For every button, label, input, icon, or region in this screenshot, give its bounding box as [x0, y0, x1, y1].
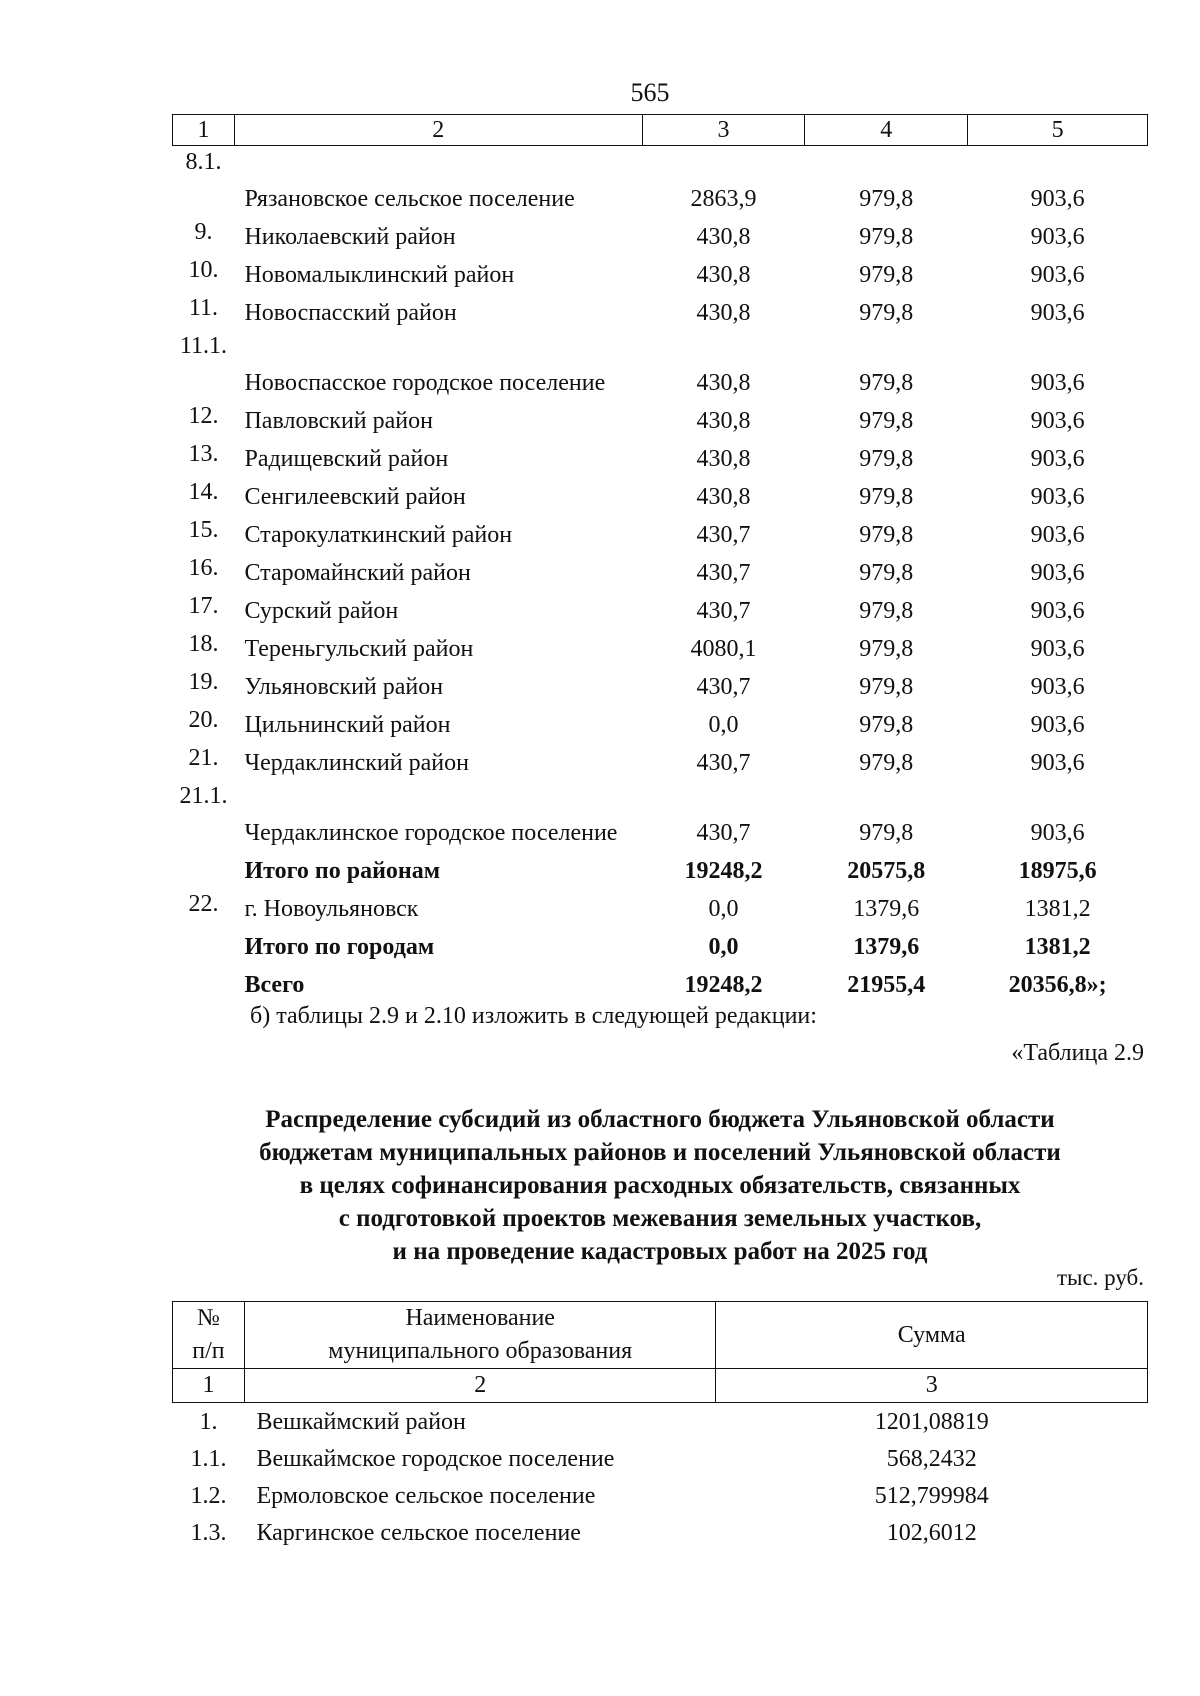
- table-row: [173, 292, 1148, 330]
- table-row: [173, 1403, 1148, 1441]
- table-row: [173, 590, 1148, 628]
- row-value-col4: 979,8: [859, 446, 914, 472]
- table-row: [173, 216, 1148, 254]
- heading-line: с подготовкой проектов межевания земельных участков,: [338, 1205, 982, 1232]
- row-name: Итого по районам: [244, 858, 441, 884]
- row-value-col4: 979,8: [859, 522, 914, 548]
- row-number: [173, 926, 235, 964]
- table-2-8-continuation: [172, 114, 1148, 1002]
- column-index: 2: [244, 1369, 716, 1403]
- row-name: Ермоловское сельское поселение: [256, 1482, 596, 1509]
- table-header-row: [173, 115, 1148, 146]
- header-line: Наименование: [405, 1305, 555, 1331]
- row-value-col4: 979,8: [859, 750, 914, 776]
- column-header-number: [173, 1302, 245, 1369]
- table-row: [173, 438, 1148, 476]
- row-value-col4: 979,8: [859, 484, 914, 510]
- row-name: Павловский район: [244, 408, 433, 434]
- row-name: Николаевский район: [244, 224, 456, 250]
- row-sum: 512,799984: [874, 1482, 989, 1509]
- column-header: 3: [642, 115, 805, 146]
- row-name: Рязановское сельское поселение: [244, 186, 575, 212]
- row-value-col3: 430,7: [696, 750, 751, 776]
- header-line: №: [197, 1305, 220, 1331]
- row-value-col4: 979,8: [859, 598, 914, 624]
- row-number: 8.1.: [185, 149, 222, 175]
- row-number: 19.: [188, 669, 219, 695]
- row-value-col4: 21955,4: [847, 972, 926, 998]
- row-number: 10.: [188, 257, 219, 283]
- column-header: 4: [805, 115, 968, 146]
- column-header-name: [244, 1302, 716, 1369]
- table-row: [173, 888, 1148, 926]
- row-number: 17.: [188, 593, 219, 619]
- row-value-col5: 903,6: [1030, 522, 1085, 548]
- row-name: Сурский район: [244, 598, 399, 624]
- row-number: 22.: [188, 891, 219, 917]
- row-value-col5: 903,6: [1030, 820, 1085, 846]
- row-value-col5: 903,6: [1030, 408, 1085, 434]
- row-value-col3: 430,7: [696, 820, 751, 846]
- table-index-row: [173, 1369, 1148, 1403]
- row-number: 18.: [188, 631, 219, 657]
- row-value-col5: 903,6: [1030, 636, 1085, 662]
- row-value-col5: 20356,8»;: [1008, 972, 1107, 998]
- row-value-col3: 0,0: [708, 712, 739, 738]
- row-value-col5: 903,6: [1030, 750, 1085, 776]
- row-value-col3: 430,8: [696, 300, 751, 326]
- subtotal-row-cities: [173, 926, 1148, 964]
- row-value-col3: 430,8: [696, 484, 751, 510]
- table-header-row: [173, 1302, 1148, 1369]
- row-sum: 102,6012: [886, 1519, 977, 1546]
- row-value-col4: 979,8: [859, 300, 914, 326]
- row-value-col4: 979,8: [859, 186, 914, 212]
- row-number: 16.: [188, 555, 219, 581]
- row-value-col4: 979,8: [859, 820, 914, 846]
- row-number: 11.1.: [179, 333, 228, 359]
- row-value-col5: 1381,2: [1024, 934, 1091, 960]
- subtotal-row-districts: [173, 850, 1148, 888]
- total-row: [173, 964, 1148, 1002]
- table-row: [173, 514, 1148, 552]
- row-value-col3: 430,8: [696, 224, 751, 250]
- row-number: 1.: [199, 1408, 218, 1435]
- row-name: Ульяновский район: [244, 674, 444, 700]
- row-value-col3: 430,8: [696, 262, 751, 288]
- row-name: Радищевский район: [244, 446, 449, 472]
- row-name: Новоспасский район: [244, 300, 457, 326]
- row-value-col3: 430,7: [696, 560, 751, 586]
- row-value-col4: 979,8: [859, 560, 914, 586]
- table-row: [173, 400, 1148, 438]
- row-name: Итого по городам: [244, 934, 435, 960]
- row-name: Каргинское сельское поселение: [256, 1519, 581, 1546]
- row-number: 1.1.: [190, 1445, 227, 1472]
- row-number: 1.3.: [190, 1519, 227, 1546]
- row-value-col5: 903,6: [1030, 300, 1085, 326]
- table-row: [173, 628, 1148, 666]
- row-name: Новоспасское городское поселение: [244, 370, 606, 396]
- table-row: [173, 742, 1148, 780]
- column-header: 1: [173, 115, 235, 146]
- row-value-col3: 0,0: [708, 934, 739, 960]
- header-line: п/п: [192, 1338, 225, 1364]
- heading-line: Распределение субсидий из областного бюджета Ульяновской области: [265, 1106, 1055, 1133]
- table-row: [173, 780, 1148, 850]
- column-index: 1: [173, 1369, 245, 1403]
- row-name: Сенгилеевский район: [244, 484, 466, 510]
- table-row: [173, 1440, 1148, 1477]
- row-number: 12.: [188, 403, 219, 429]
- row-name: Старомайнский район: [244, 560, 471, 586]
- row-value-col3: 19248,2: [684, 858, 763, 884]
- row-number: 21.1.: [179, 783, 228, 809]
- row-value-col5: 903,6: [1030, 560, 1085, 586]
- row-value-col3: 2863,9: [690, 186, 757, 212]
- row-sum: 568,2432: [886, 1445, 977, 1472]
- table-row: [173, 330, 1148, 400]
- row-number: 14.: [188, 479, 219, 505]
- row-number: 15.: [188, 517, 219, 543]
- row-value-col3: 0,0: [708, 896, 739, 922]
- table-2-9: [172, 1301, 1148, 1551]
- row-number: 11.: [188, 295, 219, 321]
- row-number: [173, 850, 235, 888]
- row-value-col5: 903,6: [1030, 446, 1085, 472]
- row-value-col4: 979,8: [859, 674, 914, 700]
- row-name: Тереньгульский район: [244, 636, 474, 662]
- row-value-col5: 903,6: [1030, 186, 1085, 212]
- row-number: 20.: [188, 707, 219, 733]
- row-value-col4: 979,8: [859, 370, 914, 396]
- units-label: тыс. руб.: [1056, 1265, 1144, 1290]
- row-number: 1.2.: [190, 1482, 227, 1509]
- column-header-sum: Сумма: [716, 1302, 1148, 1369]
- row-value-col4: 20575,8: [847, 858, 926, 884]
- row-name: Чердаклинское городское поселение: [244, 820, 618, 846]
- row-value-col4: 979,8: [859, 224, 914, 250]
- row-name: Новомалыклинский район: [244, 262, 515, 288]
- row-number: [173, 964, 235, 1002]
- table-row: [173, 1514, 1148, 1551]
- row-number: 13.: [188, 441, 219, 467]
- row-value-col4: 1379,6: [853, 896, 920, 922]
- row-value-col4: 979,8: [859, 408, 914, 434]
- row-value-col5: 903,6: [1030, 598, 1085, 624]
- row-value-col5: 903,6: [1030, 262, 1085, 288]
- column-header: 2: [234, 115, 642, 146]
- row-value-col3: 430,7: [696, 598, 751, 624]
- heading-line: в целях софинансирования расходных обязательств, связанных: [299, 1172, 1021, 1199]
- row-value-col3: 430,8: [696, 446, 751, 472]
- table-label: «Таблица 2.9: [1011, 1040, 1144, 1066]
- row-number: 21.: [188, 745, 219, 771]
- heading-line: бюджетам муниципальных районов и поселений Ульяновской области: [259, 1139, 1061, 1166]
- row-value-col3: 430,8: [696, 408, 751, 434]
- row-name: г. Новоульяновск: [244, 896, 419, 922]
- heading-line: и на проведение кадастровых работ на 2025 год: [392, 1238, 928, 1265]
- row-value-col4: 979,8: [859, 636, 914, 662]
- row-value-col3: 19248,2: [684, 972, 763, 998]
- column-index: 3: [716, 1369, 1148, 1403]
- table-row: [173, 254, 1148, 292]
- amendment-text: б) таблицы 2.9 и 2.10 изложить в следующей редакции:: [250, 1003, 817, 1029]
- row-value-col5: 903,6: [1030, 224, 1085, 250]
- row-value-col5: 903,6: [1030, 484, 1085, 510]
- row-number: 9.: [194, 219, 213, 245]
- header-line: муниципального образования: [328, 1338, 633, 1364]
- column-header: 5: [968, 115, 1148, 146]
- row-value-col3: 430,7: [696, 522, 751, 548]
- table-row: [173, 666, 1148, 704]
- row-value-col5: 1381,2: [1024, 896, 1091, 922]
- row-value-col4: 979,8: [859, 262, 914, 288]
- table-heading: [172, 1103, 1148, 1268]
- row-name: Цильнинский район: [244, 712, 451, 738]
- table-row: [173, 146, 1148, 217]
- row-value-col3: 430,8: [696, 370, 751, 396]
- table-row: [173, 704, 1148, 742]
- row-value-col5: 903,6: [1030, 712, 1085, 738]
- row-value-col4: 1379,6: [853, 934, 920, 960]
- row-value-col3: 4080,1: [690, 636, 757, 662]
- row-value-col5: 903,6: [1030, 674, 1085, 700]
- row-name: Вешкаймский район: [256, 1408, 466, 1435]
- row-name: Всего: [244, 972, 305, 998]
- table-row: [173, 552, 1148, 590]
- row-value-col3: 430,7: [696, 674, 751, 700]
- table-row: [173, 1477, 1148, 1514]
- row-value-col5: 18975,6: [1018, 858, 1097, 884]
- table-row: [173, 476, 1148, 514]
- row-name: Старокулаткинский район: [244, 522, 513, 548]
- row-value-col4: 979,8: [859, 712, 914, 738]
- row-sum: 1201,08819: [874, 1408, 989, 1435]
- row-name: Чердаклинский район: [244, 750, 469, 776]
- row-value-col5: 903,6: [1030, 370, 1085, 396]
- page-number: 565: [630, 78, 670, 107]
- row-name: Вешкаймское городское поселение: [256, 1445, 615, 1472]
